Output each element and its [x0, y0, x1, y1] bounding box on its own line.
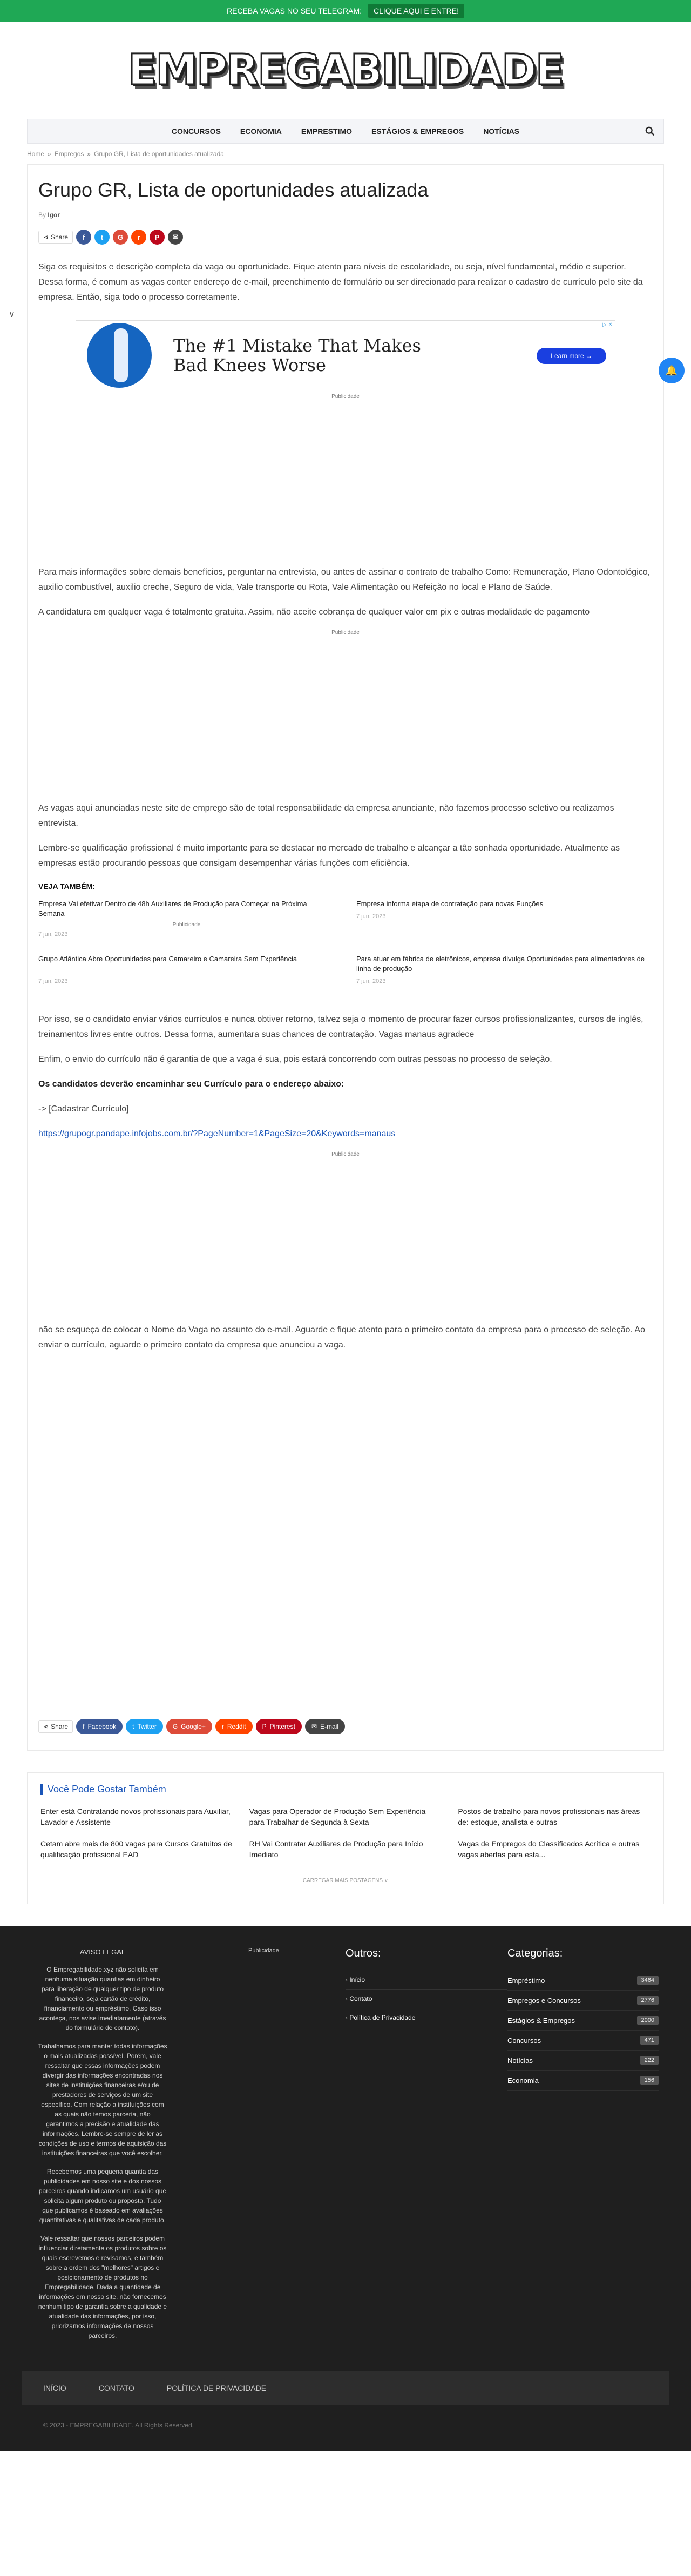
ad-text-line2: Bad Knees Worse [173, 355, 326, 375]
share-text: Share [51, 233, 69, 241]
related-date: 7 jun, 2023 [356, 978, 386, 984]
category-name: Empregos e Concursos [507, 1996, 581, 2005]
reminder-paragraph: não se esqueça de colocar o Nome da Vaga no assunto do e-mail. Aguarde e fique atento para o primeiro contato da empresa para o processo de seleção. Ao enviar o currículo, aguarde o primeiro contato da empresa que anunciou a vaga. [38, 1325, 645, 1350]
share-icon: ⋖ [43, 233, 49, 241]
footer [0, 1926, 691, 2451]
footer-ad: Publicidade [248, 1947, 279, 1954]
veja-tambem-heading: VEJA TAMBÉM: [38, 882, 95, 891]
ad-text [173, 336, 421, 375]
twitter-icon: t [132, 1723, 134, 1730]
list-item[interactable] [356, 954, 653, 990]
site-logo[interactable]: EMPREGABILIDADE [127, 46, 564, 95]
ad-learn-more-button[interactable]: Learn more → [537, 348, 606, 364]
pinterest-icon: P [262, 1723, 267, 1730]
related-section [27, 1772, 664, 1904]
copyright: © 2023 - EMPREGABILIDADE. All Rights Reserved. [43, 2422, 194, 2429]
legal-notice [22, 1947, 184, 2349]
legal-notice-p4: Vale ressaltar que nossos parceiros podem influenciar diretamente os produtos sobre os quais escrevemos e revisamos, e também sobre a ordem dos "melhores" artigos e posicionamento de produtos no Empregabilidade. Dada a quantidade de informações em nosso site, não fornecemos nenhum tipo de garantia sobre a qualidade e atualidade das informações, por isso, priorizamos informações de nossos parceiros. [38, 2235, 167, 2339]
footer-link-inicio[interactable]: › Início [346, 1971, 507, 1990]
legal-notice-p1: O Empregabilidade.xyz não solicita em nenhuma situação quantias em dinheiro para liberação de qualquer tipo de produto financeiro, seja cartão de crédito, financiamento ou empréstimo. Caso isso aconteça, nos avise imediatamente (através do formulário de contato). [39, 1966, 166, 2032]
footer-nav-privacidade[interactable]: POLÍTICA DE PRIVACIDADE [166, 2384, 267, 2392]
footer-other [346, 1947, 507, 2349]
category-count: 471 [640, 2036, 659, 2045]
intro-paragraph: Siga os requisitos e descrição completa da vaga ou oportunidade. Fique atento para níveis de escolaridade, ou seja, nível fundamental, médio e superior. Dessa forma, é comum as vagas conter endereço de e-mail, preenchimento de formulário ou ser direcionado para realizar o cadastro de currículo pelo site da empresa. Então, siga todo o processo corretamente. [38, 262, 643, 302]
related-title[interactable]: Empresa informa etapa de contratação para novas Funções [356, 900, 544, 908]
ad-logo [87, 323, 152, 388]
chevron-down-icon[interactable]: ∨ [9, 310, 15, 319]
main-nav [27, 119, 664, 144]
google-label: Google+ [181, 1723, 206, 1730]
ad-label: Publicidade [172, 922, 201, 928]
list-item[interactable]: Enter está Contratando novos profissionais para Auxiliar, Lavador e Assistente [40, 1807, 231, 1826]
telegram-text: RECEBA VAGAS NO SEU TELEGRAM: [227, 6, 362, 15]
list-item[interactable]: Cetam abre mais de 800 vagas para Cursos Gratuitos de qualificação profissional EAD [40, 1839, 232, 1859]
byline [38, 211, 653, 219]
breadcrumb-empregos[interactable]: Empregos [54, 150, 84, 158]
category-count: 2000 [637, 2016, 659, 2025]
legal-notice-p2: Trabalhamos para manter todas informações o mais atualizadas possível. Porém, vale ressaltar que essas informações podem divergir das informações encontradas nos sites de instituições financeiras e/ou de prestadores de serviços de um site específico. Com relação a instituições com as quais não temos parceria, não garantimos a precisão e atualidade das informações. Lembre-se sempre de ler as condições de uso e termos de aquisição das instituições financeiras que você escolher. [38, 2042, 167, 2157]
nav-item-noticias[interactable]: NOTÍCIAS [483, 127, 520, 136]
email-share-button[interactable] [305, 1719, 345, 1734]
bottom-share-row [38, 1719, 653, 1734]
article [27, 164, 664, 1751]
share-row [38, 230, 653, 245]
ad-choices-icon[interactable]: ▷ ✕ [602, 322, 613, 328]
pinterest-share-button[interactable] [256, 1719, 302, 1734]
bell-icon[interactable]: 🔔 [659, 358, 685, 383]
reddit-icon: r [221, 1723, 224, 1730]
twitter-share-button[interactable] [126, 1719, 163, 1734]
share-text: Share [51, 1723, 69, 1730]
footer-link-contato[interactable]: › Contato [346, 1990, 507, 2008]
legal-notice-title: AVISO LEGAL [79, 1948, 126, 1956]
ad-space [38, 1363, 653, 1687]
qualification-paragraph: Lembre-se qualificação profissional é muito importante para se destacar no mercado de trabalho e alcançar a tão sonhada oportunidade. Atualmente as empresas estão procurando pessoas que consigam desempenhar várias funções com eficiência. [38, 844, 620, 868]
footer-categories-title: Categorias: [507, 1947, 563, 1959]
inline-related-grid [38, 899, 653, 990]
facebook-icon[interactable]: f [76, 230, 91, 245]
related-date: 7 jun, 2023 [38, 931, 68, 938]
facebook-icon: f [83, 1723, 85, 1730]
legal-notice-p3: Recebemos uma pequena quantia das publicidades em nosso site e dos nossos parceiros quando indicamos um usuário que solicita algum produto ou proposta. Tudo que publicamos é baseado em avaliações quantitativas e qualitativas de cada produto. [38, 2168, 167, 2224]
share-icon: ⋖ [43, 1723, 49, 1730]
related-heading: Você Pode Gostar Também [40, 1784, 651, 1795]
related-title[interactable]: Empresa Vai efetivar Dentro de 48h Auxiliares de Produção para Começar na Próxima Semana [38, 900, 307, 918]
nav-item-emprestimo[interactable]: EMPRESTIMO [301, 127, 353, 136]
breadcrumb-current: Grupo GR, Lista de oportunidades atualizada [94, 150, 224, 158]
email-icon: ✉ [311, 1723, 317, 1730]
footer-nav [22, 2371, 669, 2405]
footer-other-title: Outros: [346, 1947, 381, 1959]
category-name: Estágios & Empregos [507, 2016, 575, 2025]
reddit-share-button[interactable] [215, 1719, 253, 1734]
load-more-button[interactable]: CARREGAR MAIS POSTAGENS ∨ [297, 1874, 394, 1887]
footer-nav-inicio[interactable]: INÍCIO [43, 2384, 66, 2392]
nav-item-concursos[interactable]: CONCURSOS [171, 127, 221, 136]
list-item[interactable]: Vagas de Empregos do Classificados Acrítica e outras vagas abertas para esta... [458, 1839, 640, 1859]
logo-area [0, 22, 691, 119]
category-row[interactable] [507, 1971, 659, 1991]
free-paragraph: A candidatura em qualquer vaga é totalmente gratuita. Assim, não aceite cobrança de qualquer valor em pix e outras modalidade de pagamento [38, 608, 590, 617]
telegram-cta-button[interactable]: CLIQUE AQUI E ENTRE! [368, 4, 464, 18]
search-icon[interactable] [645, 126, 655, 136]
facebook-label: Facebook [87, 1723, 117, 1730]
email-label: E-mail [320, 1723, 339, 1730]
list-item[interactable] [38, 954, 335, 990]
register-cv-text: -> [Cadastrar Currículo] [38, 1104, 129, 1114]
ad-label: Publicidade [331, 394, 360, 400]
ad-space [38, 403, 653, 565]
nav-item-economia[interactable]: ECONOMIA [240, 127, 282, 136]
telegram-bar [0, 0, 691, 22]
google-share-button[interactable] [166, 1719, 212, 1734]
related-grid [40, 1806, 651, 1860]
breadcrumb [27, 144, 664, 164]
related-date: 7 jun, 2023 [38, 978, 68, 984]
category-name: Notícias [507, 2056, 533, 2065]
ad-space [38, 1161, 653, 1323]
related-title[interactable]: Grupo Atlântica Abre Oportunidades para Camareiro e Camareira Sem Experiência [38, 955, 297, 963]
facebook-share-button[interactable] [76, 1719, 123, 1734]
benefits-paragraph: Para mais informações sobre demais benefícios, perguntar na entrevista, ou antes de assinar o contrato de trabalho Como: Remuneração, Plano Odontológico, auxilio combustível, auxilio creche, Seguro de vida, Vale transporte ou Rota, Vale Alimentação ou Refeição no local e Plano de Saúde. [38, 568, 651, 592]
share-label [38, 1720, 73, 1733]
list-item[interactable] [38, 899, 335, 943]
google-icon[interactable]: G [113, 230, 128, 245]
category-count: 222 [640, 2056, 659, 2065]
google-icon: G [172, 1723, 178, 1730]
category-count: 2776 [637, 1996, 659, 2005]
reddit-icon[interactable]: r [131, 230, 146, 245]
category-name: Concursos [507, 2036, 541, 2045]
category-count: 156 [640, 2076, 659, 2085]
send-cv-heading: Os candidatos deverão encaminhar seu Currículo para o endereço abaixo: [38, 1080, 344, 1089]
ad-banner[interactable] [76, 320, 615, 390]
list-item[interactable]: Vagas para Operador de Produção Sem Experiência para Trabalhar de Segunda à Sexta [249, 1807, 426, 1826]
reddit-label: Reddit [227, 1723, 246, 1730]
category-row[interactable] [507, 2051, 659, 2071]
twitter-icon[interactable]: t [94, 230, 110, 245]
breadcrumb-sep: » [48, 150, 51, 158]
ad-label: Publicidade [331, 1151, 360, 1157]
category-name: Economia [507, 2076, 539, 2085]
list-item[interactable]: RH Vai Contratar Auxiliares de Produção para Início Imediato [249, 1839, 423, 1859]
category-row[interactable] [507, 2031, 659, 2051]
author-link[interactable]: Igor [48, 211, 60, 219]
byline-by: By [38, 211, 46, 219]
breadcrumb-home[interactable]: Home [27, 150, 45, 158]
category-name: Empréstimo [507, 1976, 545, 1985]
nav-item-estagios[interactable]: ESTÁGIOS & EMPREGOS [371, 127, 464, 136]
courses-paragraph: Por isso, se o candidato enviar vários currículos e nunca obtiver retorno, talvez seja o momento de procurar fazer cursos profissionalizantes, cursos de inglês, treinamentos livres entre outros. Dessa forma, aumentara suas chances de contratação. Vagas manaus agradece [38, 1015, 643, 1039]
email-icon[interactable]: ✉ [168, 230, 183, 245]
category-row[interactable] [507, 1991, 659, 2011]
application-link[interactable]: https://grupogr.pandape.infojobs.com.br/?PageNumber=1&PageSize=20&Keywords=manaus [38, 1129, 396, 1138]
breadcrumb-sep: » [87, 150, 91, 158]
category-count: 3464 [637, 1976, 659, 1985]
responsibility-paragraph: As vagas aqui anunciadas neste site de emprego são de total responsabilidade da empresa anunciante, não fazemos processo seletivo ou realizamos entrevista. [38, 804, 614, 828]
list-item[interactable]: Postos de trabalho para novos profissionais nas áreas de: estoque, analista e outras [458, 1807, 640, 1826]
share-label [38, 231, 73, 244]
ad-space [38, 639, 653, 801]
footer-categories [507, 1947, 669, 2349]
footer-nav-contato[interactable]: CONTATO [98, 2384, 134, 2392]
related-date: 7 jun, 2023 [356, 913, 386, 920]
footer-link-privacidade[interactable]: › Política de Privacidade [346, 2008, 507, 2027]
ad-label: Publicidade [331, 630, 360, 636]
ad-text-line1: The #1 Mistake That Makes [173, 335, 421, 356]
category-row[interactable] [507, 2011, 659, 2031]
guarantee-paragraph: Enfim, o envio do currículo não é garantia de que a vaga é sua, pois estará concorrendo com outras pessoas no processo de seleção. [38, 1055, 552, 1064]
category-row[interactable] [507, 2071, 659, 2091]
pinterest-icon[interactable]: P [150, 230, 165, 245]
pinterest-label: Pinterest [269, 1723, 295, 1730]
related-title[interactable]: Para atuar em fábrica de eletrônicos, empresa divulga Oportunidades para alimentadores de linha de produção [356, 955, 645, 973]
page-title: Grupo GR, Lista de oportunidades atualizada [38, 179, 429, 201]
twitter-label: Twitter [137, 1723, 157, 1730]
list-item[interactable] [356, 899, 653, 943]
